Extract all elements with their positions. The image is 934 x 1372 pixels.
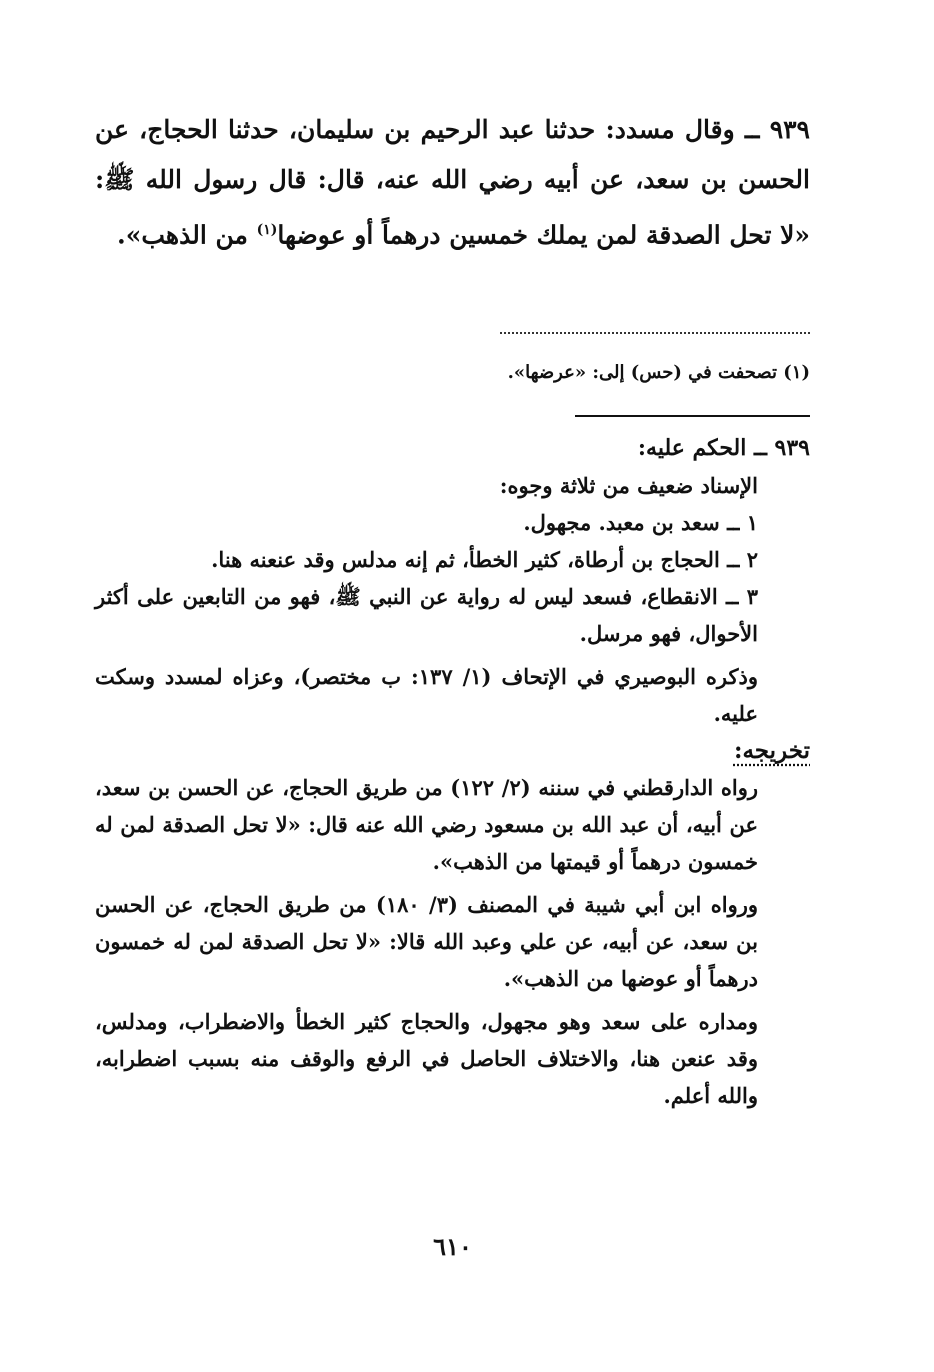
footnote: (١) تصحفت في (حس) إلى: «عرضها». (507, 362, 810, 383)
footnote-marker: (١) (256, 222, 278, 238)
ruling-point-2: ٢ ــ الحجاج بن أرطاة، كثير الخطأ، ثم إنه مدلس وقد عنعنه هنا. (211, 547, 758, 572)
ruling-section (95, 430, 810, 1114)
ruling-heading: ٩٣٩ ــ الحكم عليه: (637, 435, 810, 461)
takhrij-paragraph-2: ورواه ابن أبي شيبة في المصنف (٣/ ١٨٠) من طريق الحجاج، عن الحسن بن سعد، عن أبيه، عن علي وعبد الله قالا: «لا تحل الصدقة لمن له خمسون درهماً أو عوضها من الذهب». (95, 892, 758, 991)
ruling-point-1: ١ ــ سعد بن معبد. مجهول. (523, 510, 758, 535)
takhrij-paragraph-3: ومداره على سعد وهو مجهول، والحجاج كثير الخطأ والاضطراب، ومدلس، وقد عنعن هنا، والاختلاف الحاصل في الرفع والوقف منه بسبب اضطرابه، والله أعلم. (95, 1009, 758, 1108)
busiri-note: وذكره البوصيري في الإتحاف (١/ ١٣٧: ب مختصر)، وعزاه لمسدد وسكت عليه. (95, 664, 759, 726)
hadith-text (95, 105, 810, 260)
hadith-ending: من الذهب». (117, 220, 257, 250)
section-divider (575, 415, 810, 417)
ruling-intro: الإسناد ضعيف من ثلاثة وجوه: (499, 473, 758, 498)
page-number: ٦١٠ (433, 1232, 472, 1261)
takhrij-heading: تخريجه: (733, 737, 810, 764)
footnote-separator (500, 322, 810, 334)
takhrij-paragraph-1: رواه الدارقطني في سننه (٢/ ١٢٢) من طريق الحجاج، عن الحسن بن سعد، عن أبيه، أن عبد الله بن مسعود رضي الله عنه قال: «لا تحل الصدقة لمن له خمسون درهماً أو قيمتها من الذهب». (95, 775, 758, 874)
ruling-point-3: ٣ ــ الانقطاع، فسعد ليس له رواية عن النبي ﷺ، فهو من التابعين على أكثر الأحوال، فهو مرسل. (95, 584, 758, 646)
hadith-body: ٩٣٩ ــ وقال مسدد: حدثنا عبد الرحيم بن سليمان، حدثنا الحجاج، عن الحسن بن سعد، عن أبيه رضي الله عنه، قال: قال رسول الله ﷺ: «لا تحل الصدقة لمن يملك خمسين درهماً أو عوضها (95, 115, 810, 250)
document-page (95, 0, 810, 1372)
